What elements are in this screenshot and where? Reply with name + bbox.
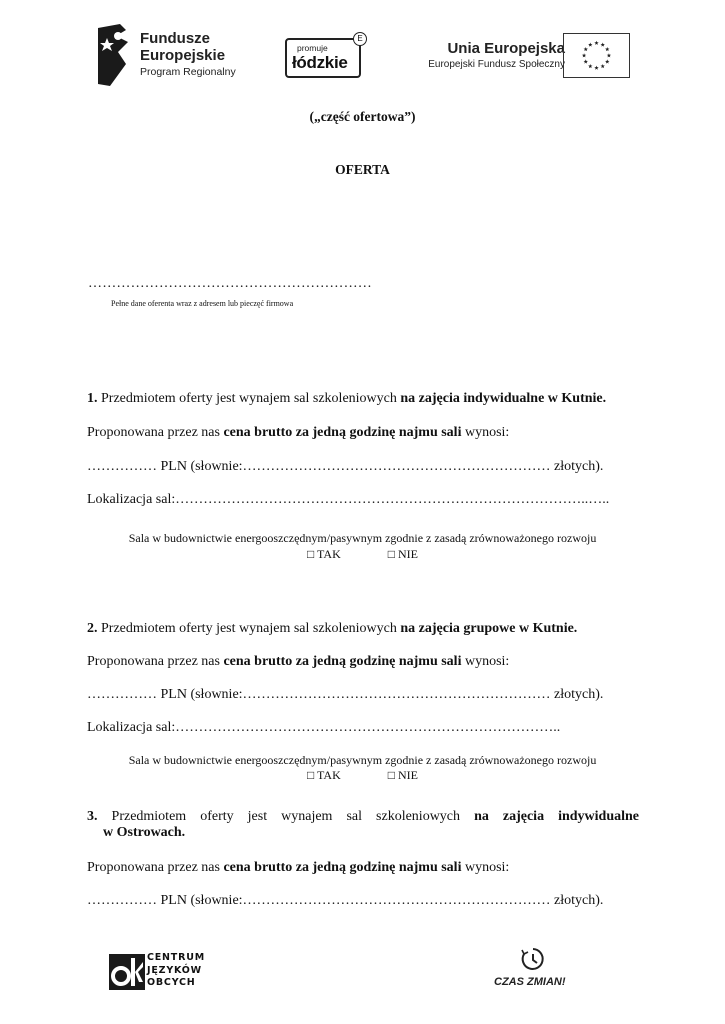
section-1-price-bold: cena brutto za jedną godzinę najmu sali (223, 425, 462, 440)
section-1-price-outro: wynosi: (464, 425, 510, 440)
fundusze-line3: Program Regionalny (140, 66, 236, 78)
centrum-jezykow-obcych-logo (109, 952, 205, 992)
eu-star-icon (584, 47, 588, 51)
eu-star-icon (582, 53, 586, 57)
section-3-pln-line: …………… PLN (słownie:………………………………………………………… złotych). (87, 893, 604, 908)
lodzkie-e-badge: E (353, 32, 367, 46)
unia-europejska-text (408, 40, 565, 72)
czas-zmian-text: CZAS ZMIAN! (494, 976, 566, 988)
eu-star-icon (588, 64, 592, 68)
section-2-subject-intro: Przedmiotem oferty jest wynajem sal szkoleniowych (101, 621, 397, 636)
section-3-subject-intro: Przedmiotem oferty jest wynajem sal szkoleniowych (111, 809, 461, 824)
section-1-option-tak[interactable]: □ TAK (307, 547, 341, 561)
section-1-subject-intro: Przedmiotem oferty jest wynajem sal szkoleniowych (101, 391, 397, 406)
document-title: OFERTA (335, 162, 390, 177)
eu-flag-icon (563, 33, 630, 78)
section-2-price-intro: Proponowana przez nas (87, 654, 220, 669)
section-2-pln-line: …………… PLN (słownie:………………………………………………………… złotych). (87, 687, 604, 702)
offeror-caption: Pełne dane oferenta wraz z adresem lub pieczęć firmowa (111, 299, 294, 308)
section-1-eco-text: Sala w budownictwie energooszczędnym/pasywnym zgodnie z zasadą zrównoważonego rozwoju (128, 531, 597, 545)
fundusze-europejskie-logo (96, 24, 246, 86)
clock-icon (520, 946, 546, 972)
section-2-subject-bold: na zajęcia grupowe w Kutnie. (400, 621, 578, 636)
section-1-price (87, 424, 509, 441)
section-2-price-outro: wynosi: (464, 654, 510, 669)
section-2-eco-text: Sala w budownictwie energooszczędnym/pasywnym zgodnie z zasadą zrównoważonego rozwoju (128, 753, 597, 767)
eu-star-icon (588, 42, 592, 46)
cjo-mark-icon (109, 954, 145, 990)
section-2-option-tak[interactable]: □ TAK (307, 768, 341, 782)
section-2-price (87, 653, 509, 670)
section-3-subject (87, 808, 639, 825)
fundusze-line1: Fundusze (140, 30, 210, 47)
section-1-subject (87, 390, 606, 407)
section-3-price (87, 859, 509, 876)
section-3-number: 3. (87, 809, 98, 824)
eu-star-icon (594, 66, 598, 70)
eu-star-icon (605, 47, 609, 51)
promuje-label: promuje (297, 43, 328, 53)
document-subtitle: („część ofertowa”) (309, 109, 416, 124)
section-3-price-bold: cena brutto za jedną godzinę najmu sali (223, 860, 462, 875)
eu-star-icon (601, 42, 605, 46)
section-1-number: 1. (87, 391, 98, 406)
fundusze-line2: Europejskie (140, 47, 226, 64)
eu-star-icon (584, 59, 588, 63)
section-2-subject (87, 620, 577, 637)
cjo-line3: OBCYCH (147, 977, 196, 988)
section-3-subject-bold: na zajęcia indywidualne (474, 809, 640, 824)
section-2-price-bold: cena brutto za jedną godzinę najmu sali (223, 654, 462, 669)
section-3-price-intro: Proponowana przez nas (87, 860, 220, 875)
eu-line2: Europejski Fundusz Społeczny (428, 59, 565, 70)
eu-star-icon (601, 64, 605, 68)
czas-zmian-logo (490, 946, 580, 994)
cjo-line1: CENTRUM (147, 952, 205, 963)
section-2-location-line: Lokalizacja sal:……………………………………………………………………….. (87, 720, 561, 735)
section-1-pln-line: …………… PLN (słownie:………………………………………………………… złotych). (87, 459, 604, 474)
fundusze-europejskie-mark-icon (96, 24, 130, 86)
section-1-option-nie[interactable]: □ NIE (387, 547, 418, 561)
section-2-options (0, 767, 725, 783)
promuje-lodzkie-logo (285, 32, 367, 80)
offeror-dots-line: …………………………………………………… (88, 276, 372, 291)
eu-line1: Unia Europejska (447, 40, 565, 57)
section-3-subject-line2: w Ostrowach. (103, 825, 186, 840)
promuje-lodzkie-frame (285, 38, 361, 78)
eu-star-icon (594, 41, 598, 45)
section-1-options (0, 546, 725, 562)
section-3-price-outro: wynosi: (464, 860, 510, 875)
lodzkie-label: łódzkie (292, 53, 348, 72)
section-2-number: 2. (87, 621, 98, 636)
eu-star-icon (607, 53, 611, 57)
eu-star-icon (605, 59, 609, 63)
section-1-location-line: Lokalizacja sal:……………………………………………………………………………..….. (87, 492, 610, 507)
section-1-subject-bold: na zajęcia indywidualne w Kutnie. (400, 391, 607, 406)
cjo-line2: JĘZYKÓW (147, 964, 202, 976)
section-2-option-nie[interactable]: □ NIE (387, 768, 418, 782)
section-1-price-intro: Proponowana przez nas (87, 425, 220, 440)
